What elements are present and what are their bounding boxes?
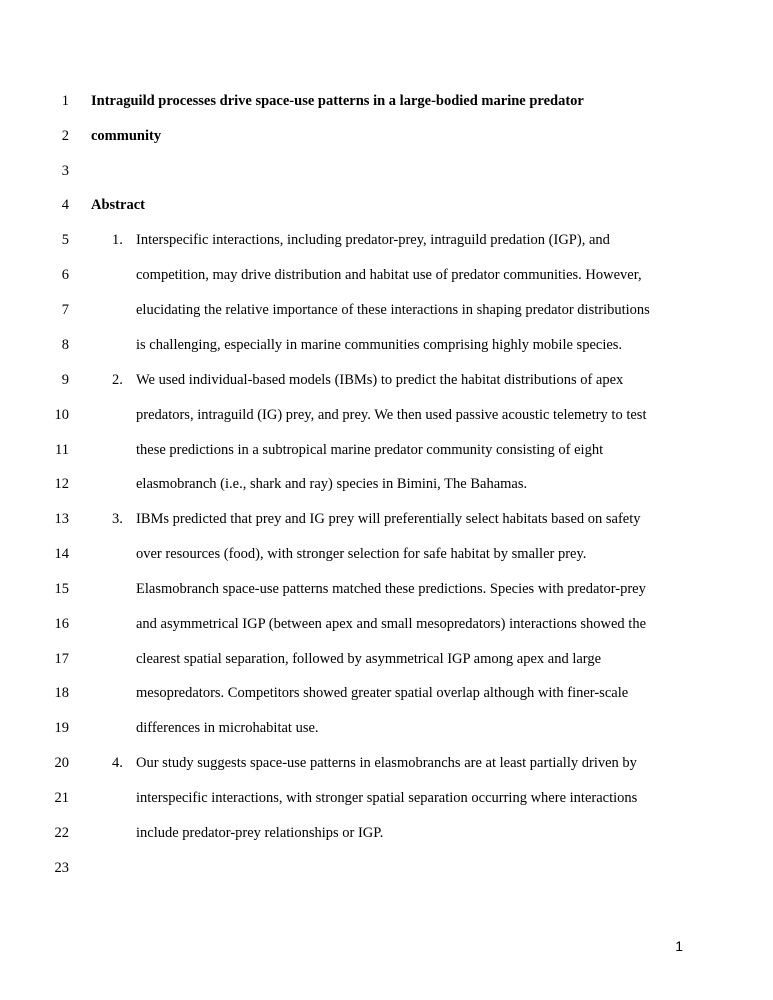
line-number: 8 bbox=[61, 337, 69, 353]
line-number: 2 bbox=[61, 128, 69, 144]
line-number: 19 bbox=[54, 720, 69, 736]
line-number: 9 bbox=[61, 372, 69, 388]
line-number: 10 bbox=[54, 407, 69, 423]
line-number: 22 bbox=[54, 825, 69, 841]
abstract-text-line: Our study suggests space-use patterns in elasmobranchs are at least partially driven by bbox=[136, 755, 637, 771]
line-number: 14 bbox=[54, 546, 69, 562]
paper-title-line-2: community bbox=[91, 128, 162, 144]
abstract-text-line: is challenging, especially in marine communities comprising highly mobile species. bbox=[136, 337, 623, 353]
abstract-text-line: mesopredators. Competitors showed greater spatial overlap although with finer-scale bbox=[136, 685, 629, 701]
abstract-text-line: elucidating the relative importance of these interactions in shaping predator distributions bbox=[136, 302, 650, 318]
line-number: 21 bbox=[54, 790, 69, 806]
line-number: 6 bbox=[61, 267, 69, 283]
line-number: 5 bbox=[61, 232, 69, 248]
abstract-text-line: over resources (food), with stronger selection for safe habitat by smaller prey. bbox=[136, 546, 587, 562]
line-number: 15 bbox=[54, 581, 69, 597]
abstract-text-line: interspecific interactions, with stronger spatial separation occurring where interactions bbox=[136, 790, 638, 806]
abstract-text-line: Interspecific interactions, including predator-prey, intraguild predation (IGP), and bbox=[136, 232, 610, 248]
line-number: 16 bbox=[54, 616, 69, 632]
abstract-text-line: competition, may drive distribution and habitat use of predator communities. However, bbox=[136, 267, 642, 283]
line-number: 3 bbox=[61, 163, 69, 179]
list-marker: 2. bbox=[112, 372, 123, 388]
paper-title-line-1: Intraguild processes drive space-use patterns in a large-bodied marine predator bbox=[91, 93, 584, 109]
abstract-text-line: predators, intraguild (IG) prey, and prey. We then used passive acoustic telemetry to test bbox=[136, 407, 647, 423]
line-number: 11 bbox=[55, 442, 69, 458]
line-number: 12 bbox=[54, 476, 69, 492]
abstract-text-line: elasmobranch (i.e., shark and ray) species in Bimini, The Bahamas. bbox=[136, 476, 528, 492]
list-marker: 1. bbox=[112, 232, 123, 248]
list-marker: 3. bbox=[112, 511, 123, 527]
line-number: 7 bbox=[61, 302, 69, 318]
line-number: 18 bbox=[54, 685, 69, 701]
abstract-heading: Abstract bbox=[91, 197, 145, 213]
abstract-text-line: include predator-prey relationships or IGP. bbox=[136, 825, 384, 841]
abstract-text-line: Elasmobranch space-use patterns matched these predictions. Species with predator-prey bbox=[136, 581, 646, 597]
abstract-text-line: We used individual-based models (IBMs) to predict the habitat distributions of apex bbox=[136, 372, 624, 388]
list-marker: 4. bbox=[112, 755, 123, 771]
abstract-text-line: and asymmetrical IGP (between apex and small mesopredators) interactions showed the bbox=[136, 616, 647, 632]
abstract-text-line: IBMs predicted that prey and IG prey will preferentially select habitats based on safety bbox=[136, 511, 641, 527]
abstract-text-line: clearest spatial separation, followed by asymmetrical IGP among apex and large bbox=[136, 651, 602, 667]
line-number: 1 bbox=[61, 93, 69, 109]
line-number: 23 bbox=[54, 860, 69, 876]
line-number: 20 bbox=[54, 755, 69, 771]
page-number: 1 bbox=[675, 938, 683, 954]
line-number: 13 bbox=[54, 511, 69, 527]
line-number: 4 bbox=[61, 197, 69, 213]
abstract-text-line: these predictions in a subtropical marine predator community consisting of eight bbox=[136, 442, 604, 458]
abstract-text-line: differences in microhabitat use. bbox=[136, 720, 319, 736]
line-number: 17 bbox=[54, 651, 69, 667]
